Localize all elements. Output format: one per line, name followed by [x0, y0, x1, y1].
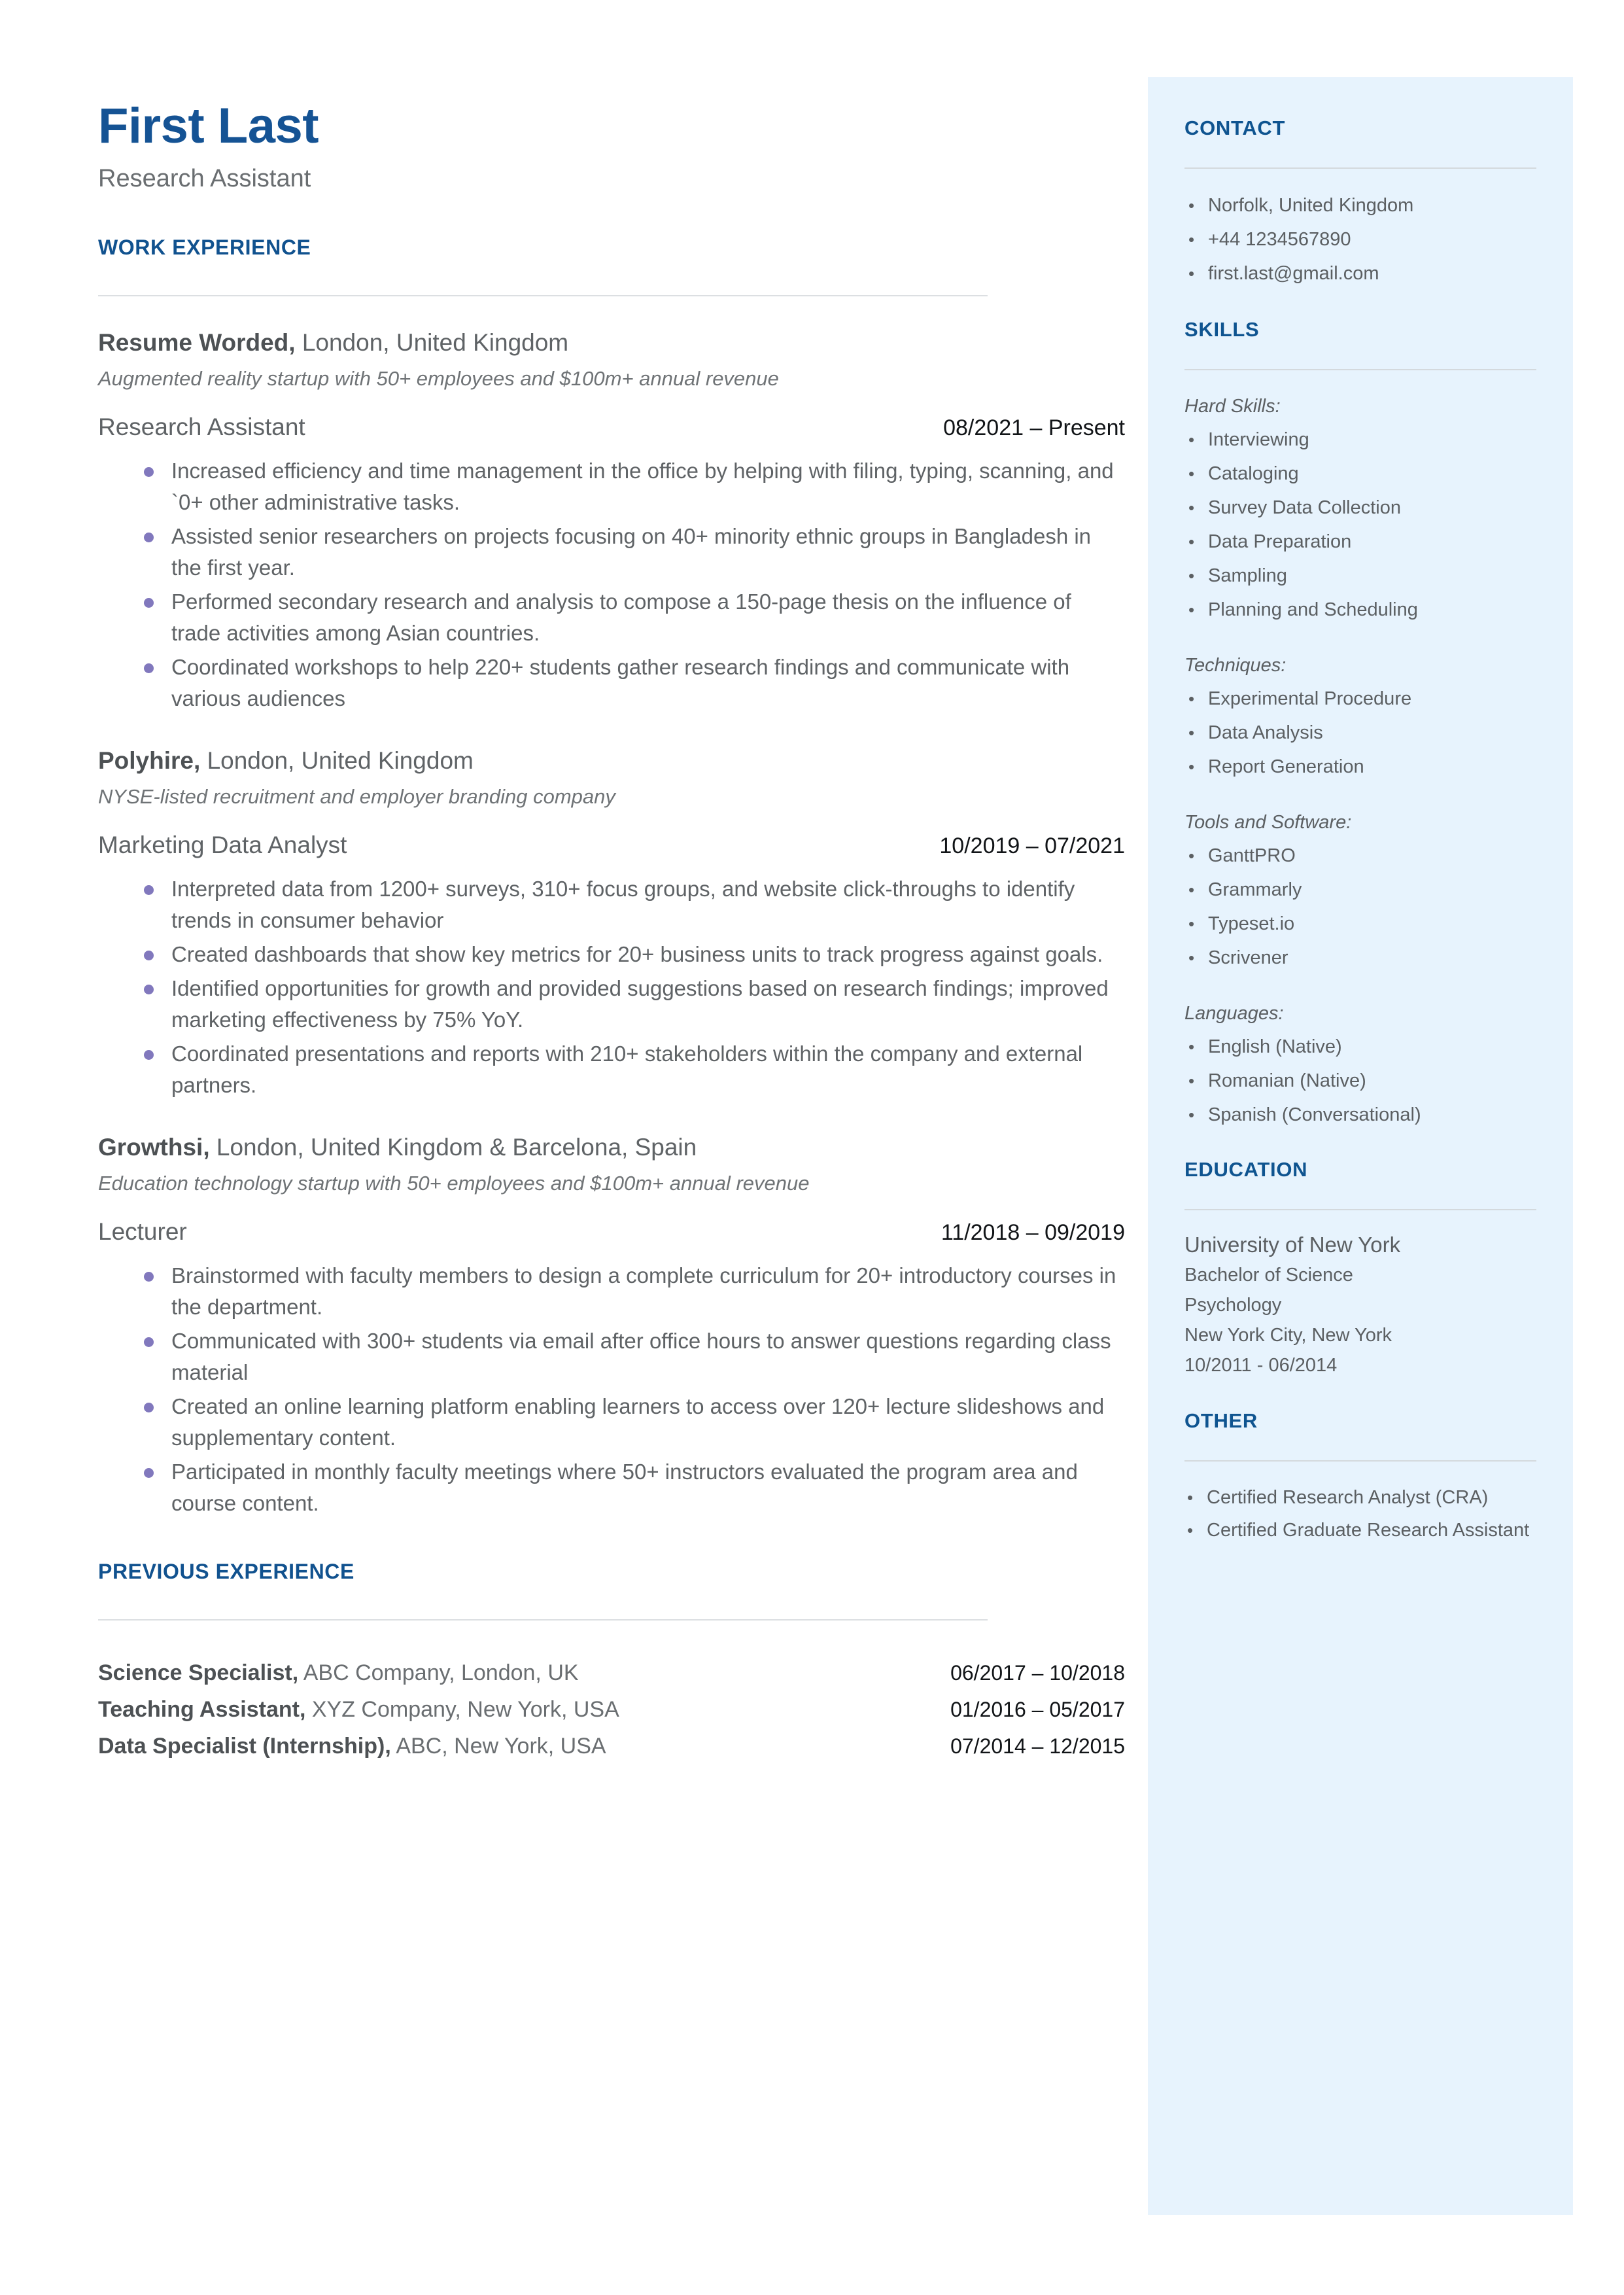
- job-entry: [98, 326, 1125, 714]
- skill-item: • Grammarly: [1184, 873, 1536, 907]
- previous-experience-entry: [98, 1691, 619, 1728]
- job-company-name: Resume Worded,: [98, 329, 296, 356]
- job-bullet: Created an online learning platform enabling learners to access over 120+ lecture slideshows and supplementary content.: [98, 1391, 1125, 1454]
- contact-email[interactable]: • first.last@gmail.com: [1184, 256, 1536, 290]
- job-bullets: [98, 873, 1125, 1101]
- job-company-name: Growthsi,: [98, 1134, 210, 1161]
- skills-body: [1184, 390, 1536, 1132]
- previous-experience-title: Teaching Assistant,: [98, 1697, 306, 1722]
- skill-item: • Scrivener: [1184, 941, 1536, 975]
- education-heading: EDUCATION: [1184, 1158, 1308, 1181]
- other-section: [1184, 1409, 1536, 1547]
- job-title-row: [98, 1216, 1125, 1248]
- job-bullets: [98, 1260, 1125, 1519]
- skill-item: • Cataloging: [1184, 457, 1536, 491]
- previous-experience-detail: XYZ Company, New York, USA: [305, 1697, 619, 1722]
- skill-item: • Planning and Scheduling: [1184, 593, 1536, 627]
- previous-experience-row: [98, 1728, 1125, 1764]
- education-section: [1184, 1158, 1536, 1380]
- job-title: Research Assistant: [98, 413, 305, 440]
- job-title-row: [98, 412, 1125, 444]
- skill-group-techniques: [1184, 649, 1536, 784]
- job-company-location: London, United Kingdom & Barcelona, Spain: [216, 1134, 697, 1161]
- job-dates: 11/2018 – 09/2019: [941, 1220, 1125, 1245]
- job-company-description: NYSE-listed recruitment and employer branding company: [98, 785, 615, 808]
- contact-phone[interactable]: • +44 1234567890: [1184, 222, 1536, 256]
- previous-experience-entry: [98, 1728, 606, 1764]
- education-body: [1184, 1230, 1536, 1380]
- previous-experience-list: [98, 1655, 1125, 1764]
- skill-group-hard-skills: [1184, 390, 1536, 627]
- previous-experience-divider: [98, 1619, 988, 1621]
- other-item: • Certified Graduate Research Assistant: [1184, 1514, 1536, 1547]
- skill-item: • English (Native): [1184, 1030, 1536, 1064]
- skills-divider: [1184, 369, 1536, 370]
- job-bullet: Communicated with 300+ students via email after office hours to answer questions regarding class material: [98, 1325, 1125, 1388]
- previous-experience-section: [98, 1560, 1125, 1764]
- job-bullet: Created dashboards that show key metrics for 20+ business units to track progress against goals.: [98, 939, 1125, 970]
- job-title: Lecturer: [98, 1218, 187, 1245]
- work-experience-divider: [98, 295, 988, 296]
- job-bullet: Brainstormed with faculty members to design a complete curriculum for 20+ introductory courses in the department.: [98, 1260, 1125, 1323]
- job-title-row: [98, 830, 1125, 862]
- job-bullets: [98, 455, 1125, 714]
- other-items: [1184, 1481, 1536, 1547]
- previous-experience-dates: 06/2017 – 10/2018: [950, 1661, 1125, 1685]
- previous-experience-heading: PREVIOUS EXPERIENCE: [98, 1560, 354, 1583]
- other-body: [1184, 1481, 1536, 1547]
- job-bullet: Identified opportunities for growth and provided suggestions based on research findings; improved marketing effectiveness by 75% YoY.: [98, 973, 1125, 1036]
- job-company-location: London, United Kingdom: [302, 329, 569, 356]
- previous-experience-row: [98, 1655, 1125, 1691]
- education-school: University of New York: [1184, 1233, 1401, 1257]
- job-company-location: London, United Kingdom: [207, 747, 474, 774]
- previous-experience-detail: ABC, New York, USA: [390, 1734, 606, 1759]
- skill-items: [1184, 1030, 1536, 1132]
- job-bullet: Performed secondary research and analysis to compose a 150-page thesis on the influence of trade activities among Asian countries.: [98, 586, 1125, 649]
- education-field: Psychology: [1184, 1295, 1282, 1316]
- skill-items: [1184, 839, 1536, 975]
- job-dates: 08/2021 – Present: [943, 415, 1125, 440]
- skills-heading: SKILLS: [1184, 318, 1260, 341]
- contact-heading: CONTACT: [1184, 116, 1286, 139]
- skill-item: • GanttPRO: [1184, 839, 1536, 873]
- skill-item: • Data Preparation: [1184, 525, 1536, 559]
- job-entry: [98, 745, 1125, 1101]
- education-degree: Bachelor of Science: [1184, 1265, 1353, 1286]
- other-item: • Certified Research Analyst (CRA): [1184, 1481, 1536, 1514]
- previous-experience-dates: 07/2014 – 12/2015: [950, 1734, 1125, 1758]
- job-bullet: Assisted senior researchers on projects focusing on 40+ minority ethnic groups in Bangladesh in the first year.: [98, 521, 1125, 584]
- job-entry: [98, 1131, 1125, 1519]
- contact-section: [1184, 116, 1536, 290]
- other-divider: [1184, 1460, 1536, 1462]
- previous-experience-dates: 01/2016 – 05/2017: [950, 1698, 1125, 1721]
- skill-group-label: Hard Skills:: [1184, 396, 1281, 417]
- skill-items: [1184, 682, 1536, 784]
- job-bullet: Increased efficiency and time management in the office by helping with filing, typing, scanning, and `0+ other administrative tasks.: [98, 455, 1125, 518]
- job-bullet: Coordinated workshops to help 220+ students gather research findings and communicate with various audiences: [98, 652, 1125, 714]
- sidebar: [1148, 77, 1573, 2215]
- job-company-line: [98, 1131, 1125, 1164]
- job-company-line: [98, 326, 1125, 359]
- skill-item: • Romanian (Native): [1184, 1064, 1536, 1098]
- previous-experience-detail: ABC Company, London, UK: [298, 1660, 579, 1685]
- previous-experience-title: Data Specialist (Internship),: [98, 1734, 391, 1759]
- skill-item: • Typeset.io: [1184, 907, 1536, 941]
- work-experience-section: [98, 236, 1125, 1519]
- skill-item: • Data Analysis: [1184, 716, 1536, 750]
- job-dates: 10/2019 – 07/2021: [939, 833, 1125, 858]
- education-divider: [1184, 1209, 1536, 1210]
- page-title: First Last: [98, 98, 319, 154]
- previous-experience-row: [98, 1691, 1125, 1728]
- skill-group-label: Tools and Software:: [1184, 812, 1352, 833]
- work-experience-heading: WORK EXPERIENCE: [98, 236, 311, 259]
- job-bullet: Participated in monthly faculty meetings where 50+ instructors evaluated the program area and course content.: [98, 1456, 1125, 1519]
- skill-group-languages: [1184, 997, 1536, 1132]
- skill-item: • Experimental Procedure: [1184, 682, 1536, 716]
- education-dates: 10/2011 - 06/2014: [1184, 1355, 1338, 1376]
- job-company-line: [98, 745, 1125, 777]
- job-company-description: Education technology startup with 50+ employees and $100m+ annual revenue: [98, 1172, 810, 1195]
- skills-section: [1184, 318, 1536, 1132]
- job-title: Marketing Data Analyst: [98, 832, 347, 858]
- skill-item: • Spanish (Conversational): [1184, 1098, 1536, 1132]
- job-company-description: Augmented reality startup with 50+ employees and $100m+ annual revenue: [98, 367, 779, 390]
- contact-list: [1184, 188, 1536, 290]
- skill-group-label: Techniques:: [1184, 655, 1287, 676]
- contact-items: [1184, 188, 1536, 290]
- job-bullet: Interpreted data from 1200+ surveys, 310+ focus groups, and website click-throughs to identify trends in consumer behavior: [98, 873, 1125, 936]
- other-heading: OTHER: [1184, 1409, 1258, 1432]
- skill-item: • Sampling: [1184, 559, 1536, 593]
- contact-location: • Norfolk, United Kingdom: [1184, 188, 1536, 222]
- skill-item: • Survey Data Collection: [1184, 491, 1536, 525]
- skill-item: • Interviewing: [1184, 423, 1536, 457]
- skill-items: [1184, 423, 1536, 627]
- job-company-name: Polyhire,: [98, 747, 201, 774]
- skill-group-label: Languages:: [1184, 1003, 1284, 1024]
- header-role: Research Assistant: [98, 165, 311, 192]
- main-column: [98, 98, 1125, 1764]
- previous-experience-entry: [98, 1655, 579, 1691]
- previous-experience-title: Science Specialist,: [98, 1660, 299, 1685]
- education-location: New York City, New York: [1184, 1325, 1392, 1346]
- skill-group-tools-and-software: [1184, 806, 1536, 975]
- contact-divider: [1184, 167, 1536, 169]
- skill-item: • Report Generation: [1184, 750, 1536, 784]
- job-bullet: Coordinated presentations and reports with 210+ stakeholders within the company and external partners.: [98, 1038, 1125, 1101]
